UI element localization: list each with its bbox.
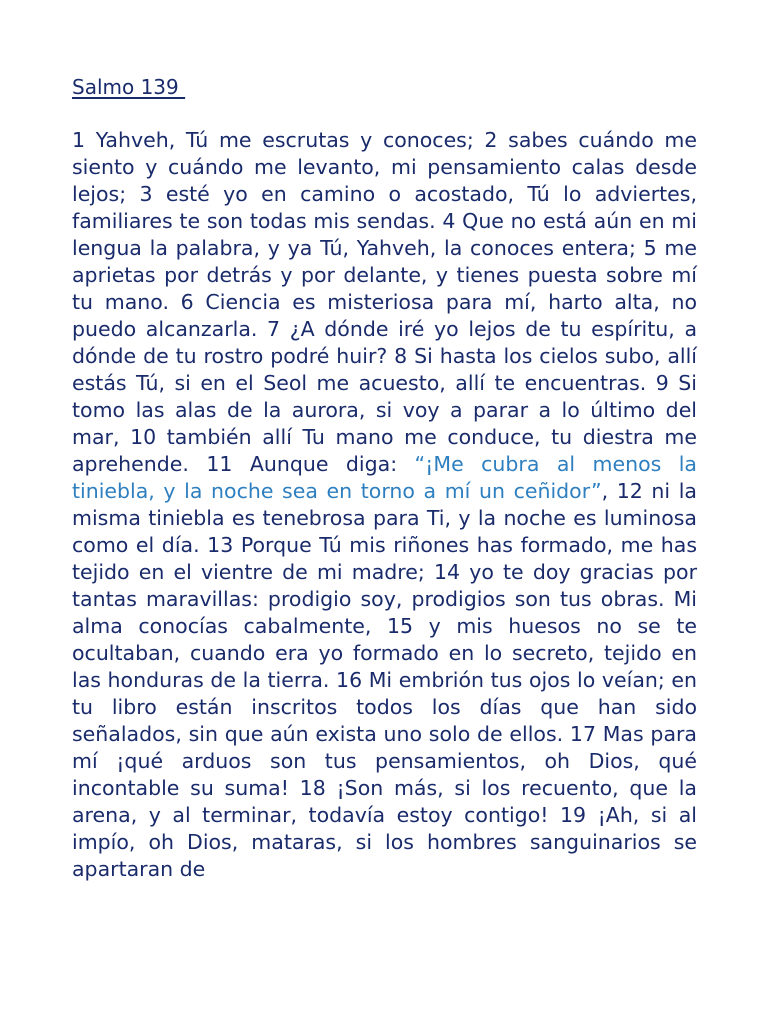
highlighted-quote: “¡Me cubra al menos la tiniebla, y la noche sea en torno a mí un ceñidor” [72, 452, 697, 503]
page-title: Salmo 139 [72, 75, 186, 99]
psalm-text-part1: 1 Yahveh, Tú me escrutas y conoces; 2 sabes cuándo me siento y cuándo me levanto, mi pensamiento calas desde lejos; 3 esté yo en camino o acostado, Tú lo adviertes, familiares te son todas mis sendas. 4 Que no está aún en mi lengua la palabra, y ya Tú, Yahveh, la conoces entera; 5 me aprietas por detrás y por delante, y tienes puesta sobre mí tu mano. 6 Ciencia es misteriosa para mí, harto alta, no puedo alcanzarla. 7 ¿A dónde iré yo lejos de tu espíritu, a dónde de tu rostro podré huir? 8 Si hasta los cielos subo, allí estás Tú, si en el Seol me acuesto, allí te encuentras. 9 Si tomo las alas de la aurora, si voy a parar a lo último del mar, 10 también allí Tu mano me conduce, tu diestra me aprehende. 11 Aunque diga: [72, 128, 697, 476]
psalm-text [72, 127, 697, 883]
psalm-text-part2: , 12 ni la misma tiniebla es tenebrosa para Ti, y la noche es luminosa como el día. 13 Porque Tú mis riñones has formado, me has tejido en el vientre de mi madre; 14 yo te doy gracias por tantas maravillas: prodigio soy, prodigios son tus obras. Mi alma conocías cabalmente, 15 y mis huesos no se te ocultaban, cuando era yo formado en lo secreto, tejido en las honduras de la tierra. 16 Mi embrión tus ojos lo veían; en tu libro están inscritos todos los días que han sido señalados, sin que aún exista uno solo de ellos. 17 Mas para mí ¡qué arduos son tus pensamientos, oh Dios, qué incontable su suma! 18 ¡Son más, si los recuento, que la arena, y al terminar, todavía estoy contigo! 19 ¡Ah, si al impío, oh Dios, mataras, si los hombres sanguinarios se apartaran de [72, 479, 697, 881]
